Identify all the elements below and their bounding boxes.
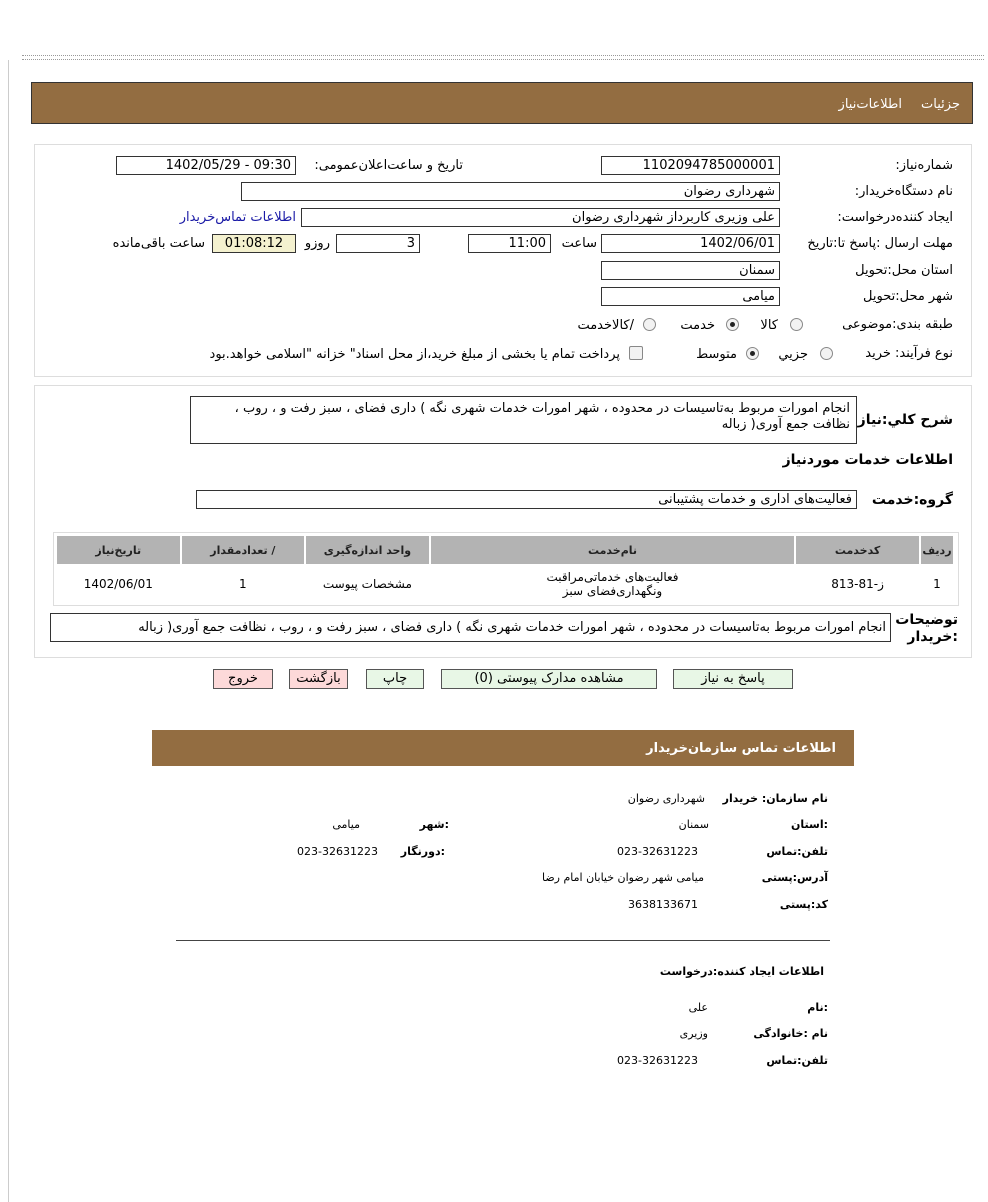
postal-label: کد:پستی — [779, 898, 828, 911]
tab-need-info[interactable]: اطلاعات‌نیاز — [838, 97, 902, 112]
print-button[interactable]: چاپ — [366, 669, 424, 689]
service-group-field: فعالیت‌های اداری و خدمات پشتیبانی — [196, 490, 857, 509]
radio-goods-label: کالا — [760, 318, 778, 333]
deadline-time-label: ساعت — [561, 236, 597, 251]
radio-medium-label: متوسط — [696, 347, 737, 362]
buyer-org-field: شهرداری رضوان — [241, 182, 780, 201]
province-c-value: سمنان — [678, 818, 709, 831]
creator-phone-label: تلفن:تماس — [766, 1054, 828, 1067]
creator-info-title: اطلاعات ایجاد کننده:درخواست — [659, 965, 824, 978]
attachments-button[interactable]: مشاهده مدارک پیوستی (0) — [441, 669, 657, 689]
cell-service-name — [431, 566, 795, 602]
announce-field: 1402/05/29 - 09:30 — [116, 156, 296, 175]
tab-details[interactable]: جزئیات — [921, 97, 960, 112]
cell-service-name-text: فعالیت‌های خدماتی‌مراقبت و‌نگهداری‌فضای سبز — [546, 570, 679, 598]
col-row: ردیف — [921, 536, 953, 564]
org-value: شهرداری رضوان — [627, 792, 705, 805]
service-group-label: گروه:خدمت — [871, 492, 953, 508]
province-label: استان محل:تحویل — [855, 263, 953, 278]
contact-title: اطلاعات تماس سازمان‌خریدار — [646, 741, 836, 756]
creator-phone-value: 023-32631223 — [617, 1054, 698, 1067]
radio-goods-service-label: /کالاخدمت — [577, 318, 634, 333]
days-field: 3 — [336, 234, 420, 253]
radio-minor-label: جزيي — [778, 347, 808, 362]
radio-goods[interactable] — [790, 318, 803, 331]
col-service-name: نام‌خدمت — [431, 536, 795, 564]
city-label: شهر محل:تحویل — [863, 289, 953, 304]
city-c-value: میامی — [332, 818, 360, 831]
cell-row: 1 — [933, 577, 941, 591]
deadline-date-field: 1402/06/01 — [601, 234, 780, 253]
cell-unit: مشخصات پیوست — [322, 577, 412, 591]
left-border — [8, 60, 9, 1202]
buyer-org-label: نام دستگاه‌خریدار: — [854, 184, 953, 199]
general-desc-box: انجام امورات مربوط به‌تاسیسات در محدوده ، شهر امورات خدمات شهری نگه ) داری فضای ، سبز رفت و ، روب ، نظافت جمع آوری( زباله — [190, 396, 857, 444]
services-title: اطلاعات خدمات موردنیاز — [782, 452, 953, 468]
name-value: علی — [688, 1001, 708, 1014]
general-desc-label: شرح کلي:نیاز — [857, 412, 953, 428]
address-value: میامی شهر رضوان خیابان امام رضا — [541, 871, 704, 884]
top-divider — [22, 55, 984, 60]
col-service-code: کدخدمت — [796, 536, 919, 564]
family-label: نام :خانوادگی — [753, 1027, 828, 1040]
remaining-label: ساعت باقی‌مانده — [112, 236, 205, 251]
cell-service-code: ز-81-813 — [831, 577, 884, 591]
table-row — [57, 566, 953, 602]
province-c-label: :استان — [791, 818, 828, 831]
creator-label: ایجاد کننده‌درخواست: — [837, 210, 953, 225]
family-value: وزیری — [679, 1027, 708, 1040]
radio-service-label: خدمت — [680, 318, 715, 333]
services-table — [55, 534, 955, 604]
treasury-payment-label: پرداخت تمام یا بخشی از مبلغ خرید،از محل اسناد" خزانه "اسلامی خواهد.بود — [209, 347, 620, 362]
province-field: سمنان — [601, 261, 780, 280]
contact-header — [152, 730, 854, 766]
announce-label: تاریخ و ساعت‌اعلان‌عمومی: — [314, 158, 463, 173]
process-type-label: نوع فرآیند: خرید — [865, 346, 953, 361]
buyer-note-box: انجام امورات مربوط به‌تاسیسات در محدوده ، شهر امورات خدمات شهری نگه ) داری فضای ، سبز رفت و ، روب ، نظافت جمع آوری( زباله — [50, 613, 891, 642]
col-need-date: تاریخ‌نیاز — [57, 536, 180, 564]
radio-medium[interactable] — [746, 347, 759, 360]
cell-quantity: 1 — [239, 577, 247, 591]
radio-goods-service[interactable] — [643, 318, 656, 331]
deadline-label: مهلت ارسال :پاسخ تا:تاریخ — [807, 236, 953, 251]
fax-label: :دورنگار — [400, 845, 445, 858]
days-label: روزو — [304, 236, 330, 251]
buyer-note-label: توضیحات :خریدار — [895, 612, 958, 645]
city-field: میامی — [601, 287, 780, 306]
phone-label: تلفن:تماس — [766, 845, 828, 858]
name-label: :نام — [807, 1001, 828, 1014]
radio-service[interactable] — [726, 318, 739, 331]
reply-button[interactable]: پاسخ به نیاز — [673, 669, 793, 689]
cell-need-date: 1402/06/01 — [83, 577, 153, 591]
deadline-time-field: 11:00 — [468, 234, 551, 253]
phone-value: 023-32631223 — [617, 845, 698, 858]
address-label: آدرس:پستی — [761, 871, 828, 884]
treasury-payment-checkbox[interactable] — [629, 346, 643, 360]
org-label: نام سازمان: خریدار — [722, 792, 828, 805]
buyer-contact-link[interactable]: اطلاعات تماس‌خریدار — [179, 210, 296, 225]
exit-button[interactable]: خروج — [213, 669, 273, 689]
postal-value: 3638133671 — [628, 898, 698, 911]
creator-field: علی وزیری کاربرداز شهرداری رضوان — [301, 208, 780, 227]
city-c-label: :شهر — [419, 818, 449, 831]
need-number-field: 1102094785000001 — [601, 156, 780, 175]
col-quantity: / تعدادمقدار — [182, 536, 305, 564]
contact-divider — [176, 940, 830, 941]
back-button[interactable]: بازگشت — [289, 669, 348, 689]
need-number-label: شماره‌نیاز: — [895, 158, 953, 173]
need-info-panel — [34, 144, 972, 377]
category-label: طبقه بندی:موضوعی — [842, 317, 953, 332]
remaining-time-field: 01:08:12 — [212, 234, 296, 253]
col-unit: واحد اندازه‌گیری — [306, 536, 429, 564]
radio-minor[interactable] — [820, 347, 833, 360]
fax-value: 023-32631223 — [297, 845, 378, 858]
tab-header — [31, 82, 973, 124]
